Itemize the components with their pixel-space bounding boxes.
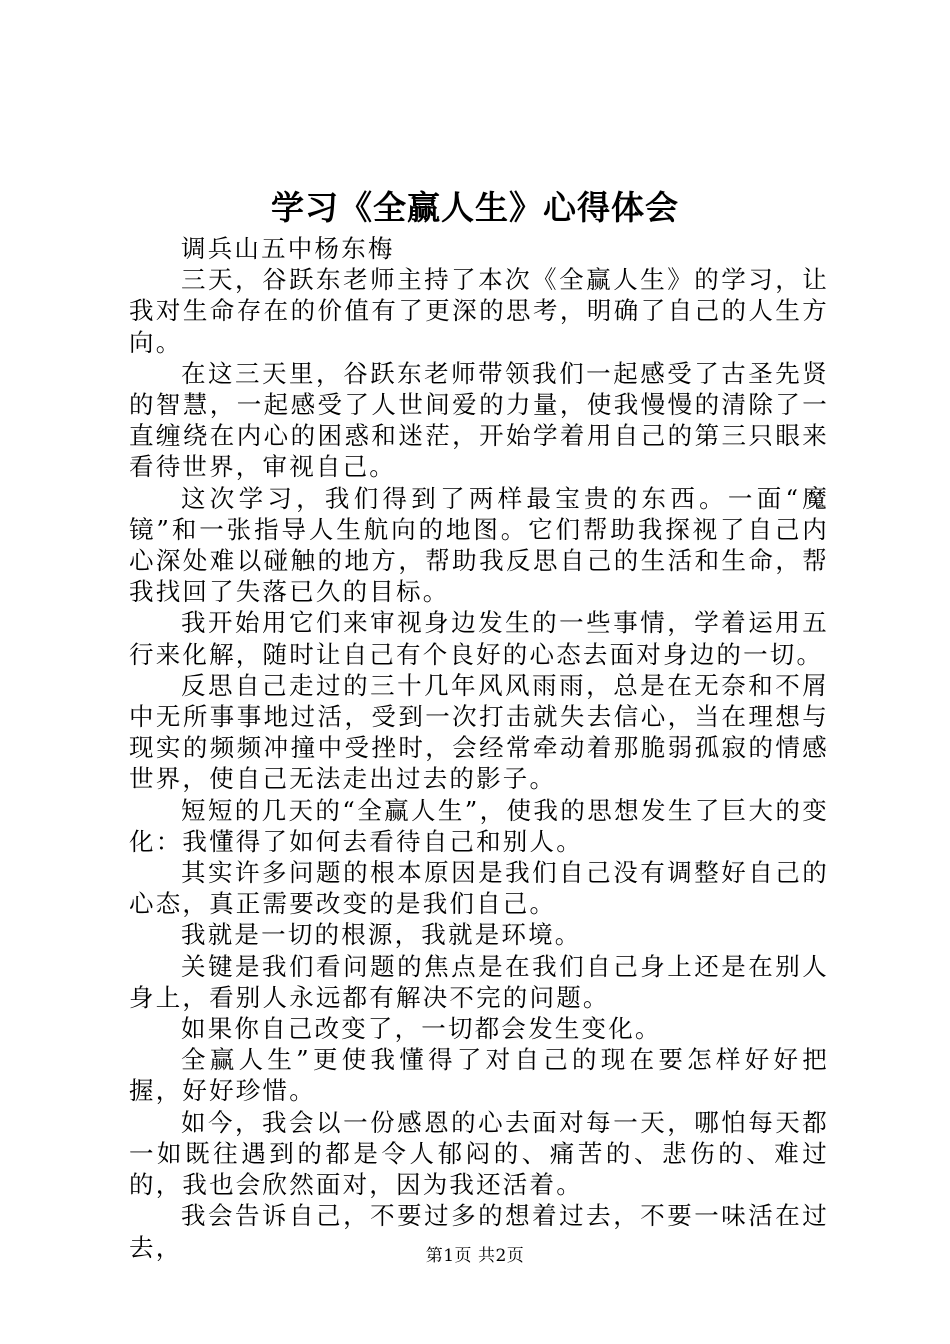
paragraph-1: 三天，谷跃东老师主持了本次《全赢人生》的学习，让我对生命存在的价值有了更深的思考，明确了自己的人生方向。 bbox=[129, 265, 829, 357]
author-line: 调兵山五中杨东梅 bbox=[181, 234, 395, 263]
page-footer: 第1页 共2页 bbox=[425, 1246, 525, 1266]
paragraph-9: 关键是我们看问题的焦点是在我们自己身上还是在别人身上，看别人永远都有解决不完的问题。 bbox=[129, 951, 829, 1012]
paragraph-7: 其实许多问题的根本原因是我们自己没有调整好自己的心态，真正需要改变的是我们自己。 bbox=[129, 858, 829, 919]
paragraph-6: 短短的几天的“全赢人生”，使我的思想发生了巨大的变化：我懂得了如何去看待自己和别人。 bbox=[129, 795, 829, 856]
paragraph-12: 如今，我会以一份感恩的心去面对每一天，哪怕每天都一如既往遇到的都是令人郁闷的、痛苦的、悲伤的、难过的，我也会欣然面对，因为我还活着。 bbox=[129, 1107, 829, 1200]
paragraph-5: 反思自己走过的三十几年风风雨雨，总是在无奈和不屑中无所事事地过活，受到一次打击就失去信心，当在理想与现实的频频冲撞中受挫时，会经常牵动着那脆弱孤寂的情感世界，使自己无法走出过去的影子。 bbox=[129, 670, 829, 794]
document-body bbox=[129, 233, 829, 1263]
paragraph-11: 全赢人生”更使我懂得了对自己的现在要怎样好好把握，好好珍惜。 bbox=[129, 1045, 829, 1106]
paragraph-10: 如果你自己改变了，一切都会发生变化。 bbox=[181, 1014, 662, 1044]
paragraph-13: 我会告诉自己，不要过多的想着过去，不要一味活在过去， bbox=[129, 1201, 829, 1262]
paragraph-8: 我就是一切的根源，我就是环境。 bbox=[181, 920, 582, 950]
paragraph-3: 这次学习，我们得到了两样最宝贵的东西。一面“魔镜”和一张指导人生航向的地图。它们帮助我探视了自己内心深处难以碰触的地方，帮助我反思自己的生活和生命，帮我找回了失落已久的目标。 bbox=[129, 483, 829, 607]
paragraph-4: 我开始用它们来审视身边发生的一些事情，学着运用五行来化解，随时让自己有个良好的心态去面对身边的一切。 bbox=[129, 608, 829, 669]
paragraph-2: 在这三天里，谷跃东老师带领我们一起感受了古圣先贤的智慧，一起感受了人世间爱的力量，使我慢慢的清除了一直缠绕在内心的困惑和迷茫，开始学着用自己的第三只眼来看待世界，审视自己。 bbox=[129, 358, 829, 482]
document-title: 学习《全赢人生》心得体会 bbox=[271, 188, 679, 227]
